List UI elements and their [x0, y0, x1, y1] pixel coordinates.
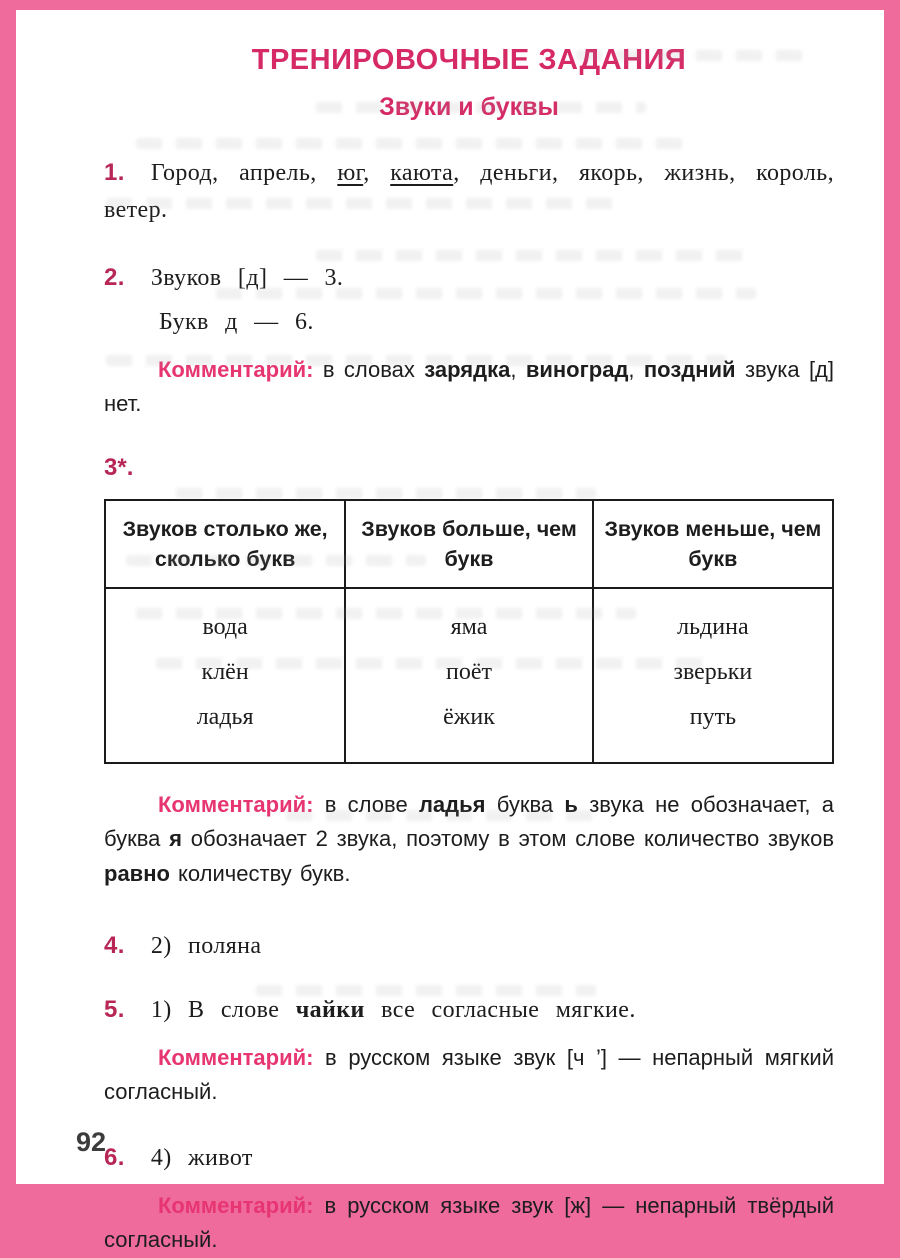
table-word: зверьки [673, 659, 753, 686]
exercise-6-number: 6. [104, 1144, 125, 1172]
exercise-5-comment [104, 1041, 834, 1109]
bold-word: ь [564, 792, 578, 818]
exercise-5-number: 5. [104, 995, 125, 1023]
underlined-word: юг [337, 160, 364, 186]
exercise-4-number: 4. [104, 931, 125, 959]
comment-label: Комментарий: [158, 356, 314, 382]
bold-word: виноград [525, 356, 629, 382]
bleed-through-artifact [136, 138, 696, 149]
text-segment: 2) поляна [150, 932, 262, 959]
table-word: льдина [677, 614, 749, 641]
underlined-word: каюта [390, 160, 454, 186]
exercise-2-number: 2. [104, 264, 125, 292]
bold-word: ладья [418, 792, 486, 818]
exercise-1 [104, 154, 834, 229]
table-word: поёт [446, 659, 492, 686]
text-segment: 1) В слове [150, 996, 296, 1023]
table-word: клён [201, 659, 249, 686]
section-subtitle: Звуки и буквы [379, 93, 559, 121]
bold-word: чайки [295, 996, 365, 1023]
text-segment: звука [д] нет. [104, 356, 834, 416]
text-segment: Город, апрель, [150, 160, 338, 186]
table-word: ёжик [443, 704, 495, 731]
exercise-3-number: 3*. [104, 453, 134, 481]
exercise-2-comment [104, 353, 834, 421]
text-segment: , [510, 356, 526, 382]
text-segment: Букв д — 6. [159, 308, 314, 335]
text-segment: звука не обозначает, а буква [104, 792, 834, 852]
exercise-1-number: 1. [104, 159, 125, 186]
bold-word: я [169, 826, 183, 852]
exercise-3-comment [104, 788, 834, 890]
table-cell-column-2 [345, 588, 593, 763]
bleed-through-artifact [176, 488, 596, 499]
table-body-row [105, 588, 833, 763]
exercise-2 [104, 259, 834, 297]
table-header-cell: Звуков меньше, чем букв [593, 500, 833, 588]
bold-word: зарядка [424, 356, 511, 382]
page-number: 92 [76, 1127, 107, 1157]
table-header-row [105, 500, 833, 588]
page [16, 10, 884, 1253]
table-cell-column-3 [593, 588, 833, 763]
text-segment: все согласные мягкие. [364, 996, 636, 1023]
comment-label: Комментарий: [158, 1193, 314, 1219]
text-segment: в русском языке звук [ж] — непарный твёрдый согласный. [104, 1193, 834, 1253]
table-header-cell: Звуков столько же, сколько букв [105, 500, 345, 588]
table-word: ладья [196, 704, 254, 731]
table-cell-column-1 [105, 588, 345, 763]
text-segment: 4) живот [150, 1145, 253, 1172]
text-segment: в русском языке звук [ч ’] — непарный мягкий согласный. [104, 1044, 834, 1105]
text-segment: буква [485, 792, 565, 818]
exercise-3 [104, 449, 834, 487]
text-segment: обозначает 2 звука, поэтому в этом слове количество звуков [182, 826, 835, 852]
table-word: путь [689, 704, 737, 731]
sounds-letters-table [104, 499, 834, 764]
text-segment: , [363, 160, 391, 186]
exercise-5 [104, 991, 834, 1029]
exercise-2-line-2 [159, 304, 834, 341]
table-word: вода [202, 614, 248, 641]
bold-word: равно [104, 860, 170, 886]
comment-label: Комментарий: [158, 792, 314, 818]
comment-label: Комментарий: [158, 1044, 314, 1070]
text-segment: , [628, 356, 644, 382]
exercise-6 [104, 1139, 834, 1177]
exercise-4 [104, 927, 834, 965]
table-header-cell: Звуков больше, чем букв [345, 500, 593, 588]
text-segment: количеству букв. [169, 860, 351, 886]
text-segment: в слове [313, 792, 419, 818]
page-title: ТРЕНИРОВОЧНЫЕ ЗАДАНИЯ [251, 44, 687, 76]
bold-word: поздний [643, 356, 736, 382]
text-segment: в словах [313, 356, 425, 382]
text-segment: Звуков [д] — 3. [150, 265, 344, 292]
text-segment: , деньги, якорь, жизнь, король, ветер. [104, 160, 834, 224]
table-word: яма [450, 614, 488, 641]
